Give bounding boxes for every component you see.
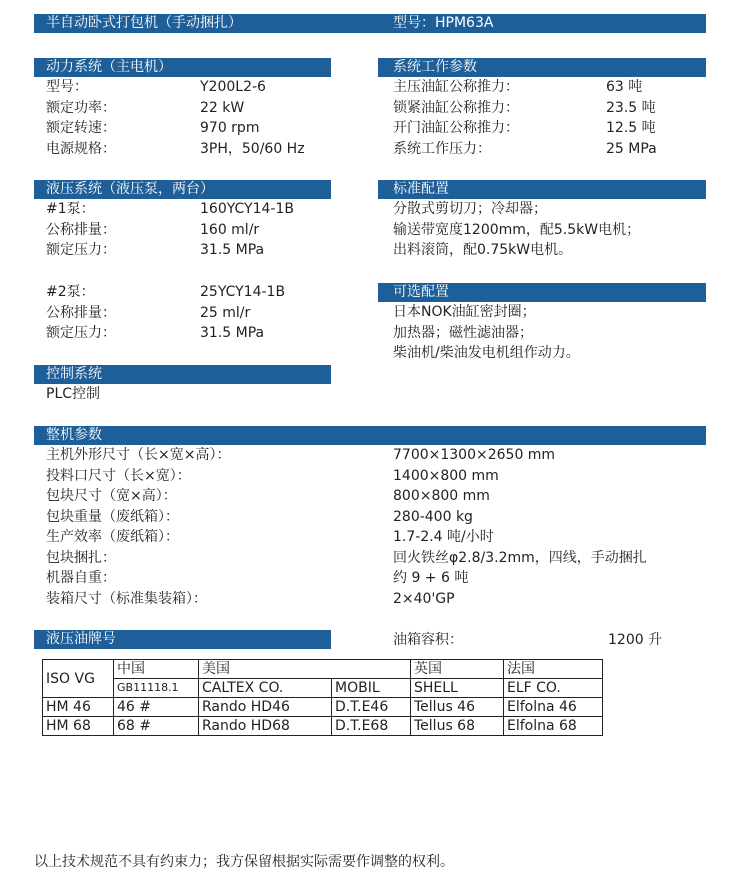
pump-value: 31.5 MPa: [200, 242, 265, 258]
power-label: 型号：: [46, 79, 88, 95]
optional-lines: [393, 302, 703, 364]
machine-value: 回火铁丝φ2.8/3.2mm，四线，手动捆扎: [393, 549, 647, 566]
standard-section-title: 标准配置: [393, 181, 449, 197]
power-value: 3PH，50/60 Hz: [200, 140, 305, 157]
standard-line-text: 出料滚筒，配0.75kW电机。: [393, 242, 573, 258]
machine-label: 包块重量（废纸箱）：: [46, 508, 179, 525]
oil-tank-value: 1200 升: [608, 632, 663, 648]
pump2-row: [46, 282, 336, 303]
pump-label: #2泵：: [46, 284, 95, 300]
footnote: 以上技术规范不具有约束力；我方保留根据实际需要作调整的权利。: [34, 854, 454, 870]
oil-header-uk: 英国: [411, 660, 504, 679]
oil-brand-table: [42, 659, 603, 736]
machine-row: [46, 568, 706, 589]
pump-value: 160YCY14-1B: [200, 201, 294, 217]
system-row: [393, 118, 703, 139]
machine-label: 投料口尺寸（长×宽）：: [46, 467, 191, 484]
power-section-title: 动力系统（主电机）: [46, 59, 172, 75]
machine-row: [46, 486, 706, 507]
system-row: [393, 77, 703, 98]
machine-value: 2×40'GP: [393, 590, 455, 607]
machine-section-title: 整机参数: [46, 427, 102, 443]
pump-value: 25 ml/r: [200, 304, 251, 321]
optional-line-text: 柴油机/柴油发电机组作动力。: [393, 345, 580, 361]
optional-line: [393, 323, 703, 344]
power-label: 额定转速：: [46, 120, 116, 136]
standard-lines: [393, 199, 703, 261]
system-row: [393, 98, 703, 119]
header-title: 半自动卧式打包机（手动捆扎）: [46, 15, 242, 31]
oil-header-usa: 美国: [199, 660, 411, 679]
machine-label: 包块尺寸（宽×高）：: [46, 488, 177, 504]
machine-rows: [46, 445, 706, 609]
pump-value: 25YCY14-1B: [200, 284, 286, 300]
oil-cell-elf: Elfolna 68: [504, 717, 603, 736]
standard-line: [393, 240, 703, 261]
pump-label: 公称排量：: [46, 304, 116, 321]
machine-value: 1.7-2.4 吨/小时: [393, 529, 494, 545]
system-rows: [393, 77, 703, 159]
pump-label: #1泵：: [46, 201, 95, 217]
table-row: [43, 717, 603, 736]
machine-value: 1400×800 mm: [393, 467, 499, 484]
oil-cell-elf: Elfolna 46: [504, 698, 603, 717]
oil-tank-label: 油箱容积：: [393, 632, 463, 648]
oil-cell-shell: Tellus 68: [411, 717, 504, 736]
oil-cell-caltex: Rando HD68: [199, 717, 332, 736]
machine-row: [46, 445, 706, 466]
oil-header-france: 法国: [504, 660, 603, 679]
power-row: [46, 77, 336, 98]
machine-section-bar: [34, 426, 706, 445]
table-row: [43, 698, 603, 717]
oil-sub-mobil: MOBIL: [332, 679, 411, 698]
optional-line-text: 加热器；磁性滤油器；: [393, 324, 533, 341]
machine-label: 主机外形尺寸（长×宽×高）：: [46, 447, 231, 463]
standard-line-text: 输送带宽度1200mm，配5.5kW电机；: [393, 221, 641, 238]
oil-table-header-row: [43, 660, 603, 679]
pump1-row: [46, 199, 336, 220]
machine-value: 800×800 mm: [393, 488, 490, 504]
oil-cell-cn: 68 #: [114, 717, 199, 736]
optional-line: [393, 302, 703, 323]
machine-row: [46, 527, 706, 548]
system-label: 系统工作压力：: [393, 140, 491, 157]
oil-cell-shell: Tellus 46: [411, 698, 504, 717]
oil-table-subheader-row: [43, 679, 603, 698]
pump-label: 额定压力：: [46, 325, 116, 341]
optional-line: [393, 343, 703, 364]
oil-cell-caltex: Rando HD46: [199, 698, 332, 717]
machine-label: 装箱尺寸（标准集装箱）：: [46, 590, 207, 607]
pump2-row: [46, 303, 336, 324]
power-label: 额定功率：: [46, 99, 116, 116]
oil-sub-elf: ELF CO.: [504, 679, 603, 698]
standard-line: [393, 199, 703, 220]
pump2-row: [46, 323, 336, 344]
system-value: 63 吨: [606, 79, 643, 95]
power-value: 22 kW: [200, 99, 245, 116]
system-value: 12.5 吨: [606, 120, 656, 136]
oil-header-china: 中国: [114, 660, 199, 679]
machine-label: 包块捆扎：: [46, 549, 116, 566]
oil-cell-mobil: D.T.E46: [332, 698, 411, 717]
machine-value: 280-400 kg: [393, 508, 473, 525]
pump-value: 160 ml/r: [200, 221, 260, 238]
machine-row: [46, 507, 706, 528]
hydraulic-section-title: 液压系统（液压泵，两台）: [46, 181, 214, 197]
system-value: 23.5 吨: [606, 99, 656, 116]
oil-sub-caltex: CALTEX CO.: [199, 679, 332, 698]
control-value: PLC控制: [46, 386, 101, 402]
standard-line: [393, 220, 703, 241]
machine-row: [46, 589, 706, 610]
oil-cell-iso: HM 68: [43, 717, 114, 736]
oil-cell-iso: HM 46: [43, 698, 114, 717]
pump2-rows: [46, 282, 336, 344]
system-label: 锁紧油缸公称推力：: [393, 99, 519, 116]
system-value: 25 MPa: [606, 140, 657, 157]
power-row: [46, 118, 336, 139]
oil-header-iso: ISO VG: [43, 660, 114, 698]
power-row: [46, 98, 336, 119]
pump1-row: [46, 240, 336, 261]
optional-line-text: 日本NOK油缸密封圈；: [393, 304, 536, 320]
system-section-title: 系统工作参数: [393, 59, 477, 75]
standard-line-text: 分散式剪切刀；冷却器；: [393, 201, 547, 217]
system-label: 开门油缸公称推力：: [393, 120, 519, 136]
control-section-title: 控制系统: [46, 366, 102, 382]
pump1-row: [46, 220, 336, 241]
pump-value: 31.5 MPa: [200, 325, 265, 341]
pump1-rows: [46, 199, 336, 261]
oil-cell-cn: 46 #: [114, 698, 199, 717]
oil-section-title: 液压油牌号: [46, 631, 116, 647]
pump-label: 公称排量：: [46, 221, 116, 238]
header-model: 型号：HPM63A: [393, 15, 494, 31]
machine-label: 机器自重：: [46, 570, 116, 586]
oil-cell-mobil: D.T.E68: [332, 717, 411, 736]
power-value: 970 rpm: [200, 120, 260, 136]
pump-label: 额定压力：: [46, 242, 116, 258]
system-row: [393, 139, 703, 160]
machine-value: 约 9 + 6 吨: [393, 570, 469, 586]
machine-row: [46, 466, 706, 487]
machine-value: 7700×1300×2650 mm: [393, 447, 556, 463]
optional-section-title: 可选配置: [393, 284, 449, 300]
power-label: 电源规格：: [46, 140, 116, 157]
power-value: Y200L2-6: [200, 79, 266, 95]
power-row: [46, 139, 336, 160]
oil-sub-shell: SHELL: [411, 679, 504, 698]
oil-sub-standard: GB11118.1: [114, 679, 199, 698]
system-label: 主压油缸公称推力：: [393, 79, 519, 95]
machine-label: 生产效率（废纸箱）：: [46, 529, 179, 545]
machine-row: [46, 548, 706, 569]
power-rows: [46, 77, 336, 159]
